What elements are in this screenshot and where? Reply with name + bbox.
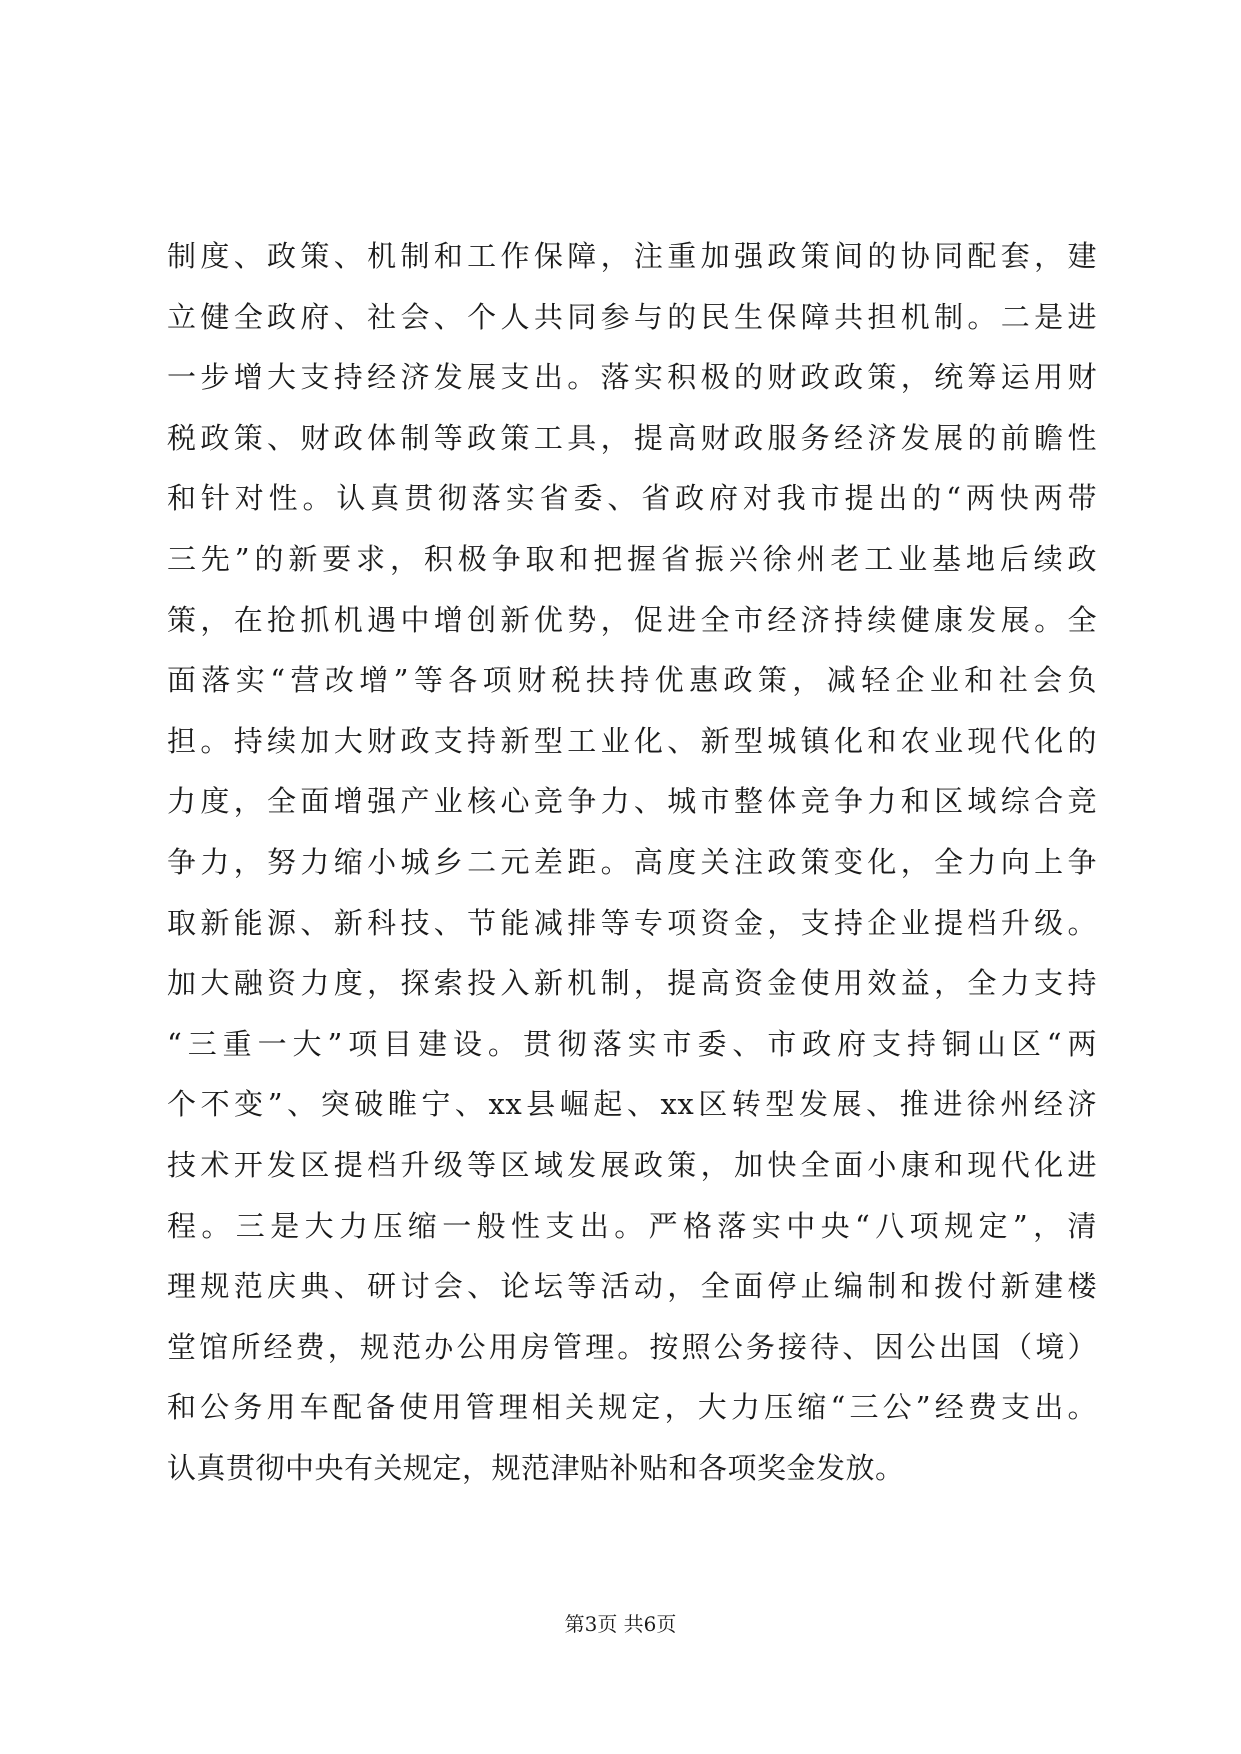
text-line: 和公务用车配备使用管理相关规定，大力压缩“三公”经费支出。 [167,1390,1097,1425]
text-line: 三先”的新要求，积极争取和把握省振兴徐州老工业基地后续政 [167,541,1097,576]
text-line: 策，在抢抓机遇中增创新优势，促进全市经济持续健康发展。全 [167,602,1097,637]
text-line: 力度，全面增强产业核心竞争力、城市整体竞争力和区域综合竞 [167,784,1097,819]
text-line: 争力，努力缩小城乡二元差距。高度关注政策变化，全力向上争 [167,844,1097,879]
text-line: 担。持续加大财政支持新型工业化、新型城镇化和农业现代化的 [167,723,1097,758]
text-line: 取新能源、新科技、节能减排等专项资金，支持企业提档升级。 [167,905,1097,940]
text-line: 面落实“营改增”等各项财税扶持优惠政策，减轻企业和社会负 [167,663,1097,698]
text-line: 税政策、财政体制等政策工具，提高财政服务经济发展的前瞻性 [167,420,1097,455]
body-paragraph [167,226,1097,1498]
text-line: 一步增大支持经济发展支出。落实积极的财政政策，统筹运用财 [167,360,1097,395]
text-line: 和针对性。认真贯彻落实省委、省政府对我市提出的“两快两带 [167,481,1097,516]
text-line: 技术开发区提档升级等区域发展政策，加快全面小康和现代化进 [167,1147,1097,1182]
text-line: “三重一大”项目建设。贯彻落实市委、市政府支持铜山区“两 [167,1026,1097,1061]
text-line: 立健全政府、社会、个人共同参与的民生保障共担机制。二是进 [167,299,1097,334]
text-line: 程。三是大力压缩一般性支出。严格落实中央“八项规定”，清 [167,1208,1097,1243]
text-line: 理规范庆典、研讨会、论坛等活动，全面停止编制和拨付新建楼 [167,1269,1097,1304]
text-line: 堂馆所经费，规范办公用房管理。按照公务接待、因公出国（境） [167,1329,1097,1364]
page-footer: 第3页 共6页 [564,1612,677,1636]
text-line: 制度、政策、机制和工作保障，注重加强政策间的协同配套，建 [167,239,1097,273]
text-line: 加大融资力度，探索投入新机制，提高资金使用效益，全力支持 [167,966,1097,1001]
text-line: 个不变”、突破睢宁、xx县崛起、xx区转型发展、推进徐州经济 [167,1087,1097,1122]
text-line: 认真贯彻中央有关规定，规范津贴补贴和各项奖金发放。 [167,1450,905,1485]
